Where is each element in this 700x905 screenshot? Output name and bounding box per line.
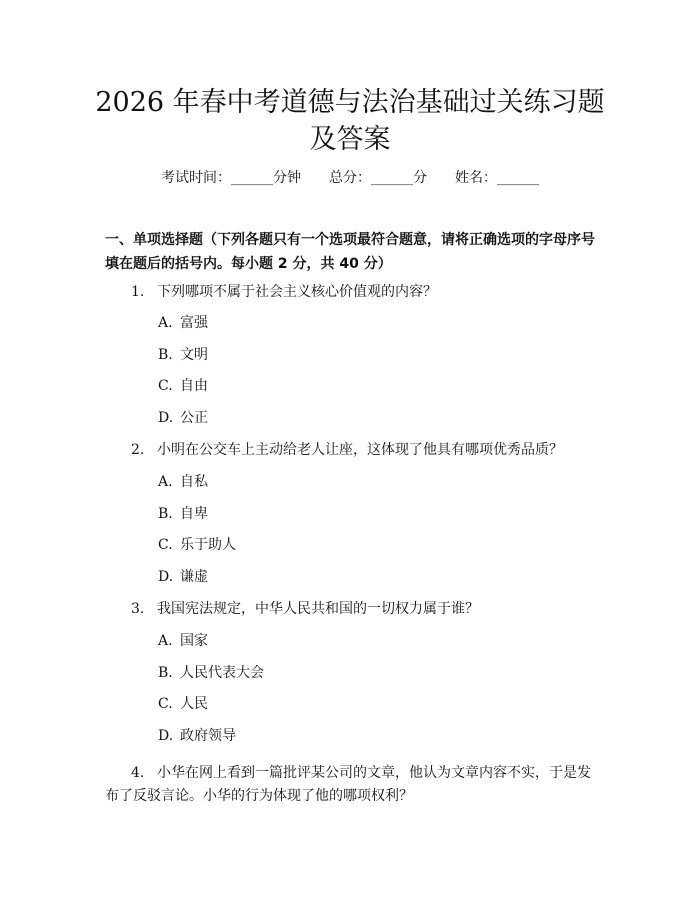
option-text: 自卑 bbox=[180, 506, 208, 522]
question-1-option-b bbox=[158, 345, 208, 365]
option-text: 谦虚 bbox=[180, 569, 208, 585]
option-text: 人民 bbox=[180, 696, 208, 712]
option-text: 富强 bbox=[180, 315, 208, 331]
question-number: 2. bbox=[131, 442, 145, 458]
option-text: 国家 bbox=[180, 633, 208, 649]
question-2 bbox=[131, 439, 601, 461]
question-4 bbox=[105, 762, 595, 808]
question-3-option-a bbox=[158, 631, 208, 651]
question-3-option-c bbox=[158, 694, 208, 714]
exam-meta bbox=[0, 168, 700, 188]
total-score-field: 总分：______分 bbox=[329, 170, 427, 186]
question-1-option-a bbox=[158, 313, 208, 333]
question-2-option-d bbox=[158, 567, 208, 587]
option-letter: A. bbox=[158, 633, 173, 649]
question-stem: 我国宪法规定，中华人民共和国的一切权力属于谁？ bbox=[157, 601, 479, 617]
option-text: 政府领导 bbox=[180, 728, 236, 744]
question-1-option-d bbox=[158, 408, 208, 428]
option-letter: C. bbox=[158, 696, 173, 712]
option-letter: D. bbox=[158, 728, 174, 744]
question-1-option-c bbox=[158, 376, 208, 396]
option-text: 自私 bbox=[180, 474, 208, 490]
name-field: 姓名：______ bbox=[455, 170, 539, 186]
option-text: 乐于助人 bbox=[180, 537, 236, 553]
option-letter: B. bbox=[158, 665, 173, 681]
option-text: 人民代表大会 bbox=[180, 665, 264, 681]
exam-time-field: 考试时间：______分钟 bbox=[161, 170, 301, 186]
question-3-option-b bbox=[158, 663, 264, 683]
question-3 bbox=[131, 598, 601, 620]
option-letter: A. bbox=[158, 474, 173, 490]
option-letter: D. bbox=[158, 410, 174, 426]
option-letter: A. bbox=[158, 315, 173, 331]
option-text: 公正 bbox=[180, 410, 208, 426]
option-letter: C. bbox=[158, 378, 173, 394]
option-text: 文明 bbox=[180, 347, 208, 363]
question-2-option-a bbox=[158, 472, 208, 492]
question-2-option-b bbox=[158, 504, 208, 524]
question-1 bbox=[131, 281, 601, 303]
question-3-option-d bbox=[158, 726, 236, 746]
question-stem: 小华在网上看到一篇批评某公司的文章，他认为文章内容不实，于是发布了反驳言论。小华的行为体现了他的哪项权利？ bbox=[105, 765, 591, 804]
document-title: 2026 年春中考道德与法治基础过关练习题及答案 bbox=[95, 87, 605, 155]
question-stem: 小明在公交车上主动给老人让座，这体现了他具有哪项优秀品质？ bbox=[157, 442, 563, 458]
option-letter: B. bbox=[158, 506, 173, 522]
question-number: 1. bbox=[131, 284, 145, 300]
option-text: 自由 bbox=[180, 378, 208, 394]
question-stem: 下列哪项不属于社会主义核心价值观的内容？ bbox=[157, 284, 437, 300]
option-letter: D. bbox=[158, 569, 174, 585]
question-number: 4. bbox=[131, 765, 145, 781]
section-heading-single-choice: 一、单项选择题（下列各题只有一个选项最符合题意，请将正确选项的字母序号填在题后的括号内。每小题 2 分，共 40 分） bbox=[105, 232, 595, 272]
question-2-option-c bbox=[158, 535, 236, 555]
question-number: 3. bbox=[131, 601, 145, 617]
option-letter: B. bbox=[158, 347, 173, 363]
option-letter: C. bbox=[158, 537, 173, 553]
